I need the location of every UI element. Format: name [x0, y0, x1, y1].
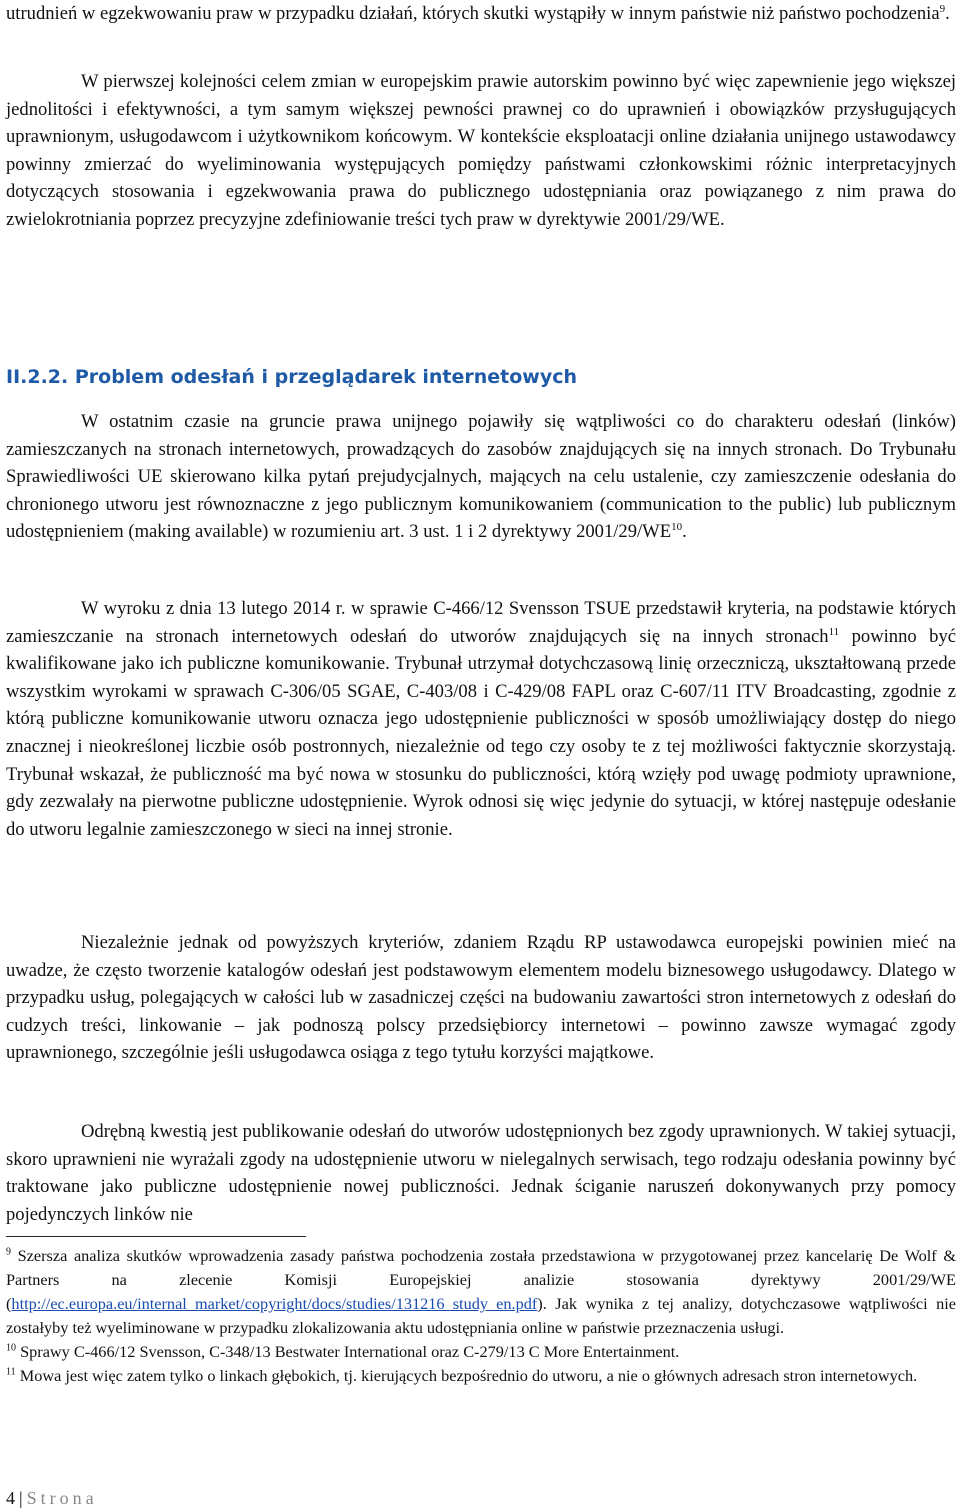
footnote-number: 11 — [6, 1366, 16, 1378]
paragraph-continuation — [6, 0, 956, 28]
footnote-separator — [6, 1236, 306, 1237]
paragraph-text: W ostatnim czasie na gruncie prawa unijnego pojawiły się wątpliwości co do charakteru odesłań (linków) zamieszczanych na stronach internetowych, prowadzących do zasobów znajdujących się na innych stronach. Do Trybunału Sprawiedliwości UE skierowano kilka pytań prejudycjalnych, mających na celu ustalenie, czy zamieszczenie odesłania do chronionego utworu jest równoznaczne z jego publicznym komunikowaniem (communication to the public) lub publicznym udostępnieniem (making available) w rozumieniu art. 3 ust. 1 i 2 dyrektywy 2001/29/WE — [6, 411, 956, 543]
paragraph-government-position: Niezależnie jednak od powyższych kryteriów, zdaniem Rządu RP ustawodawca europejski powinien mieć na uwadze, że często tworzenie katalogów odesłań jest podstawowym elementem modelu biznesowego usługodawcy. Dlatego w przypadku usług, polegających w całości lub w zasadniczej części na budowaniu zawartości stron internetowych z odesłań do cudzych treści, linkowanie – jak podnoszą polscy przedsiębiorcy internetowi – powinno zawsze wymagać zgody uprawnionego, szczególnie jeśli usługodawca osiąga z tego tytułu korzyści majątkowe. — [6, 932, 956, 1064]
paragraph-copyright-goals: W pierwszej kolejności celem zmian w europejskim prawie autorskim powinno być więc zapewnienie jego większej jednolitości i efektywności, a tym samym większej pewności prawnej co do uprawnień i obowiązków przysługujących uprawnionym, usługodawcom i użytkownikom końcowym. W kontekście eksploatacji online działania unijnego ustawodawcy powinny zmierzać do wyeliminowania występujących pomiędzy państwami członkowskimi różnic interpretacyjnych dotyczących stosowania i egzekwowania prawa do publicznego udostępniania oraz powiązanego z nim prawa do zwielokrotniania poprzez precyzyjne zdefiniowanie treści tych praw w dyrektywie 2001/29/WE. — [6, 71, 956, 230]
section-heading: II.2.2. Problem odesłań i przeglądarek internetowych — [6, 366, 578, 388]
footnote-text: Mowa jest więc zatem tylko o linkach głębokich, tj. kierujących bezpośrednio do utworu, a nie o głównych adresach stron internetowych. — [15, 1366, 918, 1385]
page-number: 4 — [6, 1488, 15, 1508]
paragraph-links-questions — [6, 408, 956, 546]
footnote-11 — [6, 1364, 956, 1388]
paragraph-svensson-ruling — [6, 595, 956, 843]
page-label: Strona — [26, 1488, 98, 1508]
footnote-ref-10[interactable]: 10 — [671, 521, 683, 534]
page-footer — [6, 1488, 98, 1509]
footnote-ref-9[interactable]: 9 — [939, 2, 946, 15]
footnote-text: Szersza analiza skutków wprowadzenia zasady państwa pochodzenia została przedstawiona w przygotowanej przez kancelarię De Wolf & Partners na zlecenie Komisji Europejskiej analizie stosowania dyrektywy 2001/29/WE ( — [6, 1246, 956, 1313]
paragraph-end: . — [682, 521, 687, 543]
paragraph-text: powinno być kwalifikowane jako ich publiczne komunikowanie. Trybunał utrzymał dotychczasową linię orzeczniczą, ukształtowaną przede wszystkim wyrokami w sprawach C-306/05 SGAE, C-403/08 i C-429/08 FAPL oraz C-607/11 ITV Broadcasting, zgodnie z którą publiczne komunikowanie utworu oznacza jego udostępnienie publiczności w sposób umożliwiający dostęp do niego znacznej i nieokreślonej liczbie osób postronnych, niezależnie od tego czy osoby te z tej możliwości faktycznie skorzystają. Trybunał wskazał, że publiczność ma być nowa w stosunku do publiczności, którą wzięły pod uwagę podmioty uprawnione, gdy zezwalały na pierwotne publiczne udostępnienie. Wyrok odnosi się więc jedynie do sytuacji, w której następuje odesłanie do utworu legalnie zamieszczonego w sieci na innej stronie. — [6, 625, 956, 840]
footnote-ref-11[interactable]: 11 — [828, 625, 840, 638]
footnote-text: ). Jak wynika z tej analizy, dotychczasowe wątpliwości nie zostałyby też wyeliminowane w przypadku zlokalizowania aktu udostępniania online w państwie przeznaczenia usługi. — [6, 1294, 956, 1337]
footnote-9 — [6, 1244, 956, 1340]
paragraph-end: . — [945, 3, 950, 24]
footnote-link[interactable]: http://ec.europa.eu/internal_market/copyright/docs/studies/131216_study_en.pdf — [11, 1294, 538, 1313]
paragraph-text: utrudnień w egzekwowaniu praw w przypadku działań, których skutki wystąpiły w innym państwie niż państwo pochodzenia — [6, 3, 940, 24]
paragraph-text: W wyroku z dnia 13 lutego 2014 r. w sprawie C-466/12 Svensson TSUE przedstawił kryteria, na podstawie których zamieszczanie na stronach internetowych odesłań do utworów znajdujących się na innych stronach — [6, 598, 956, 647]
footer-separator: | — [19, 1488, 23, 1508]
footnote-text: Sprawy C-466/12 Svensson, C-348/13 Bestwater International oraz C-279/13 C More Entertainment. — [16, 1342, 680, 1361]
footnote-number: 10 — [6, 1342, 16, 1354]
footnote-number: 9 — [6, 1246, 11, 1258]
paragraph-unauthorized-links: Odrębną kwestią jest publikowanie odesłań do utworów udostępnionych bez zgody uprawnionych. W takiej sytuacji, skoro uprawnieni nie wyrażali zgody na udostępnienie utworu w nielegalnych serwisach, tego rodzaju odesłania powinny być traktowane jako publiczne udostępnienie nowej publiczności. Jednak ściganie naruszeń dokonywanych przy pomocy pojedynczych linków nie — [6, 1121, 956, 1225]
footnote-10 — [6, 1340, 956, 1364]
footnotes — [6, 1244, 956, 1388]
